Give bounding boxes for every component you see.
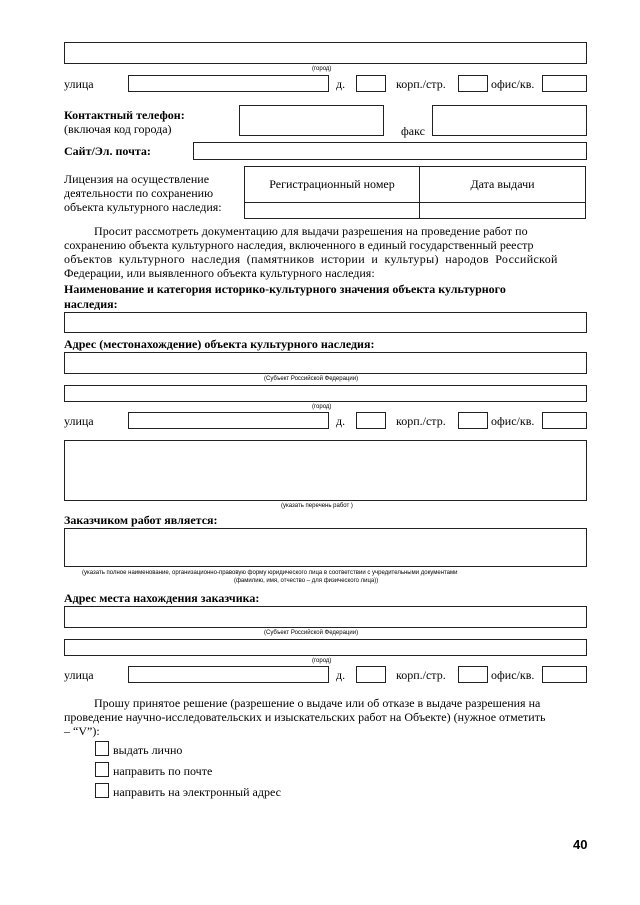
option-checkbox-email[interactable] xyxy=(95,783,109,798)
customer-address-heading: Адрес места нахождения заказчика: xyxy=(64,591,260,605)
object-building-label: корп./стр. xyxy=(396,414,446,428)
customer-caption-2: (фамилию, имя, отчество – для физического лица)) xyxy=(234,578,379,584)
object-name-heading-2: наследия: xyxy=(64,297,118,311)
object-building-field[interactable] xyxy=(458,412,488,429)
customer-building-field[interactable] xyxy=(458,666,488,683)
decision-line-1: Прошу принятое решение (разрешение о выдаче или об отказе в выдаче разрешения на xyxy=(94,696,541,710)
request-line-1: Просит рассмотреть документацию для выдачи разрешения на проведение работ по xyxy=(94,224,528,238)
works-list-caption: (указать перечень работ ) xyxy=(281,503,353,509)
object-house-field[interactable] xyxy=(356,412,386,429)
option-checkbox-in-person[interactable] xyxy=(95,741,109,756)
customer-heading: Заказчиком работ является: xyxy=(64,513,218,527)
office-label: офис/кв. xyxy=(491,77,535,91)
house-label: д. xyxy=(336,77,346,91)
license-label-3: объекта культурного наследия: xyxy=(64,200,222,214)
decision-line-3: – “V”): xyxy=(64,724,100,738)
fax-label: факс xyxy=(401,124,425,138)
object-city-field[interactable] xyxy=(64,385,587,402)
city-caption: (город) xyxy=(312,66,332,72)
customer-office-label: офис/кв. xyxy=(491,668,535,682)
request-line-4: Федерации, или выявленного объекта культурного наследия: xyxy=(64,266,375,280)
street-field[interactable] xyxy=(128,75,329,92)
site-field[interactable] xyxy=(193,142,587,160)
license-label-2: деятельности по сохранению xyxy=(64,186,214,200)
object-subject-caption: (Субъект Российской Федерации) xyxy=(264,376,359,382)
customer-office-field[interactable] xyxy=(542,666,587,683)
phone-field[interactable] xyxy=(239,105,384,136)
license-reg-number-field[interactable] xyxy=(245,203,420,219)
object-name-field[interactable] xyxy=(64,312,587,333)
customer-name-field[interactable] xyxy=(64,528,587,567)
option-label-email: направить на электронный адрес xyxy=(113,785,281,799)
object-street-label: улица xyxy=(64,414,94,428)
object-office-label: офис/кв. xyxy=(491,414,535,428)
license-col-issue-date: Дата выдачи xyxy=(420,167,586,203)
option-label-in-person: выдать лично xyxy=(113,743,183,757)
customer-subject-caption: (Субъект Российской Федерации) xyxy=(264,630,359,636)
object-office-field[interactable] xyxy=(542,412,587,429)
phone-label: Контактный телефон: xyxy=(64,108,185,122)
customer-city-caption: (город) xyxy=(312,658,332,664)
customer-street-label: улица xyxy=(64,668,94,682)
license-table xyxy=(244,166,586,219)
customer-caption-1: (указать полное наименование, организационно-правовую форму юридического лица в соответствии с учредительными документами xyxy=(82,570,458,576)
building-field[interactable] xyxy=(458,75,488,92)
object-house-label: д. xyxy=(336,414,346,428)
request-line-2: сохранению объекта культурного наследия, включенного в единый государственный реестр xyxy=(64,238,534,252)
object-subject-field[interactable] xyxy=(64,352,587,374)
object-address-heading: Адрес (местонахождение) объекта культурного наследия: xyxy=(64,337,375,351)
street-label: улица xyxy=(64,77,94,91)
site-label: Сайт/Эл. почта: xyxy=(64,144,151,158)
office-field[interactable] xyxy=(542,75,587,92)
option-label-by-mail: направить по почте xyxy=(113,764,213,778)
license-issue-date-field[interactable] xyxy=(420,203,586,219)
customer-house-label: д. xyxy=(336,668,346,682)
building-label: корп./стр. xyxy=(396,77,446,91)
request-line-3: объектов культурного наследия (памятников истории и культуры) народов Российской xyxy=(64,252,558,266)
object-city-caption: (город) xyxy=(312,404,332,410)
house-field[interactable] xyxy=(356,75,386,92)
customer-building-label: корп./стр. xyxy=(396,668,446,682)
fax-field[interactable] xyxy=(432,105,587,136)
customer-street-field[interactable] xyxy=(128,666,329,683)
city-field[interactable] xyxy=(64,42,587,64)
customer-house-field[interactable] xyxy=(356,666,386,683)
page-number: 40 xyxy=(573,837,588,852)
customer-city-field[interactable] xyxy=(64,639,587,656)
license-col-reg-number: Регистрационный номер xyxy=(245,167,420,203)
works-list-field[interactable] xyxy=(64,440,587,501)
object-name-heading-1: Наименование и категория историко-культурного значения объекта культурного xyxy=(64,282,506,296)
object-street-field[interactable] xyxy=(128,412,329,429)
decision-line-2: проведение научно-исследовательских и изыскательских работ на Объекте) (нужное отметить xyxy=(64,710,546,724)
customer-subject-field[interactable] xyxy=(64,606,587,628)
license-label-1: Лицензия на осуществление xyxy=(64,172,210,186)
option-checkbox-by-mail[interactable] xyxy=(95,762,109,777)
phone-note: (включая код города) xyxy=(64,122,172,136)
